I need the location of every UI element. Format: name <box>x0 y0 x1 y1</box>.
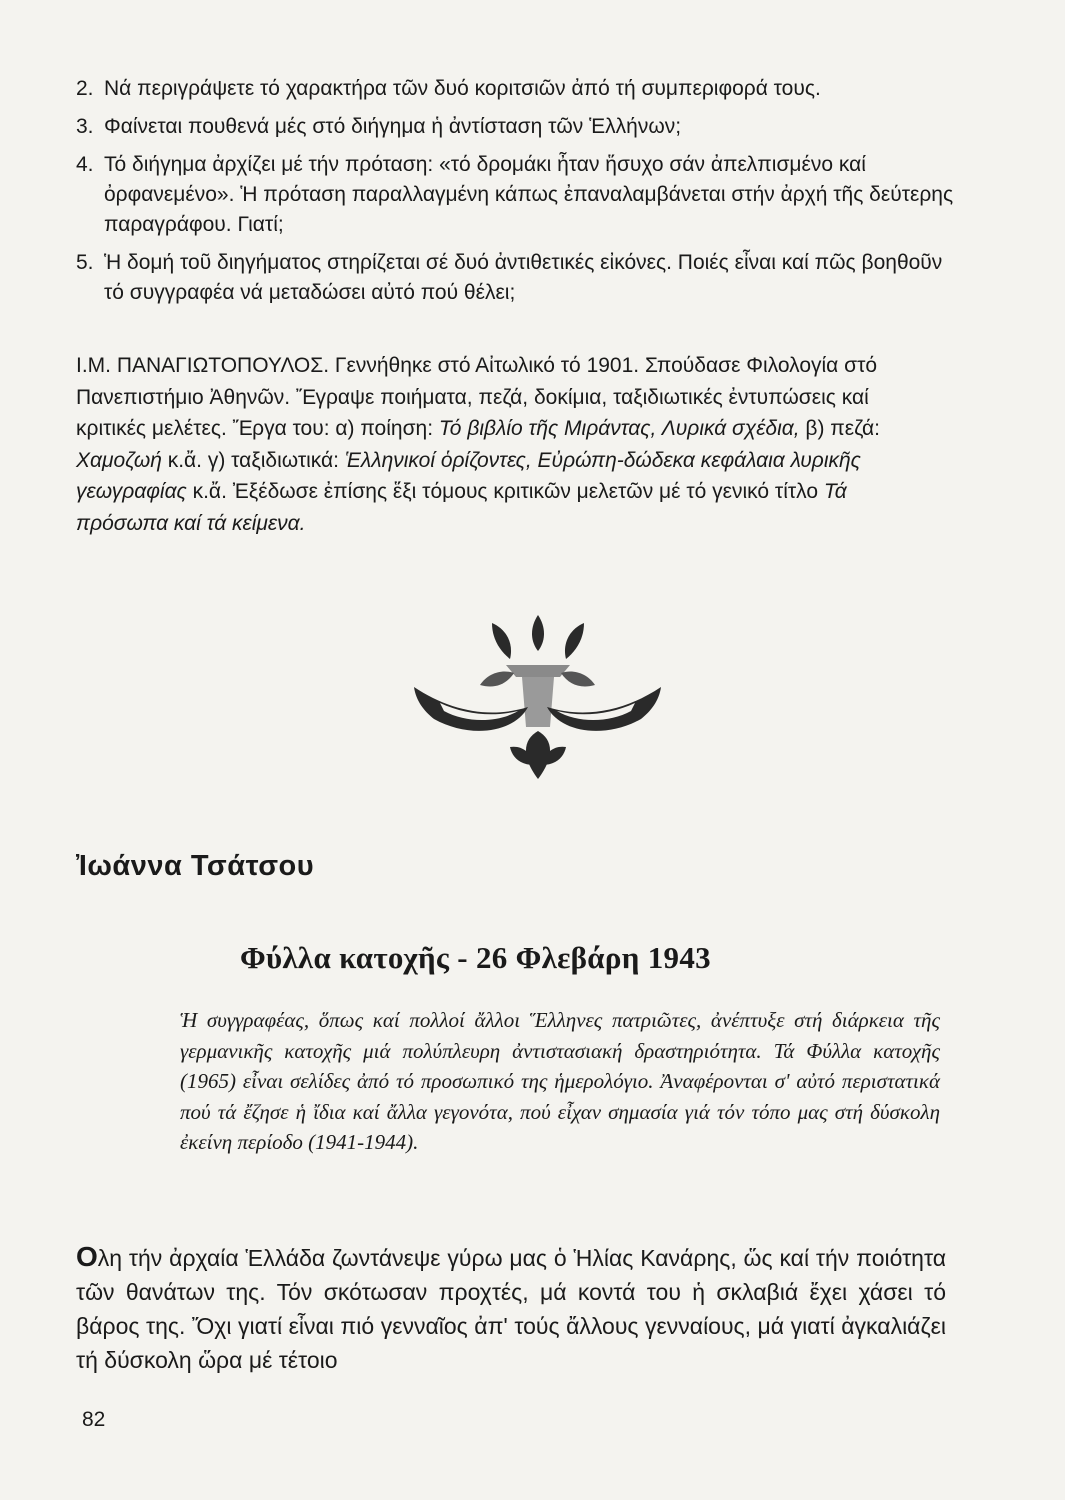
body-paragraph <box>76 1240 946 1377</box>
bio-works-travel: Ἑλληνικοί ὁρίζοντες, Εὐρώπη-δώδεκα κεφάλαια λυρικῆς γεωγραφίας <box>76 448 861 503</box>
intro-paragraph: Ἡ συγγραφέας, ὅπως καί πολλοί ἄλλοι Ἕλληνες πατριῶτες, ἀνέπτυξε στή διάρκεια τῆς γερμανικῆς κατοχῆς μιά πολύπλευρη ἀντιστασιακή δραστηριότητα. Τά Φύλλα κατοχῆς (1965) εἶναι σελίδες ἀπό τό προσωπικό της ἡμερολόγιο. Ἀναφέρονται σ' αὐτό περιστατικά πού τά ἔζησε ἡ ἴδια καί ἄλλα γεγονότα, πού εἶχαν σημασία γιά τόν τόπο μας στή δύσκολη ἐκείνη περίοδο (1941-1944). <box>180 1008 940 1154</box>
question-list <box>76 74 956 316</box>
question-text: Φαίνεται πουθενά μές στό διήγημα ἡ ἀντίσταση τῶν Ἑλλήνων; <box>104 115 682 138</box>
story-title: Φύλλα κατοχῆς - 26 Φλεβάρη 1943 <box>240 940 711 975</box>
question-number: 3. <box>76 115 94 138</box>
question-item <box>76 74 956 104</box>
question-text: Τό διήγημα ἀρχίζει μέ τήν πρόταση: «τό δρομάκι ἦταν ἥσυχο σάν ἀπελπισμένο καί ὀρφανεμένο». Ἡ πρόταση παραλλαγμένη κάπως ἐπαναλαμβάνεται στήν ἀρχή τῆς δεύτερης παραγράφου. Γιατί; <box>104 153 954 236</box>
bio-works-prose: Χαμοζωή <box>76 448 162 472</box>
question-text: Ἡ δομή τοῦ διηγήματος στηρίζεται σέ δυό ἀντιθετικές εἰκόνες. Ποιές εἶναι καί πῶς βοηθοῦν τό συγγραφέα νά μεταδώσει αὐτό πού θέλει; <box>104 251 943 304</box>
question-item <box>76 248 956 308</box>
question-number: 2. <box>76 77 94 100</box>
bio-text: κ.ἄ. γ) ταξιδιωτικά: <box>161 448 345 472</box>
bio-works-criticism: Τά πρόσωπα καί τά κείμενα. <box>76 480 847 535</box>
bio-works-poetry: Τό βιβλίο τῆς Μιράντας, Λυρικά σχέδια, <box>438 417 800 440</box>
page-number: 82 <box>82 1408 106 1431</box>
bio-text: Ι.Μ. ΠΑΝΑΓΙΩΤΟΠΟΥΛΟΣ. Γεννήθηκε στό Αἰτωλικό τό 1901. Σπούδασε Φιλολογία στό Πανεπιστήμιο Ἀθηνῶν. Ἔγραψε ποιήματα, πεζά, δοκίμια, ταξιδιωτικές ἐντυπώσεις καί κριτικές μελέτες. Ἔργα του: α) ποίηση: <box>76 354 878 440</box>
author-bio <box>76 350 941 539</box>
drop-cap: Ο <box>76 1241 98 1272</box>
body-text: λη τήν ἀρχαία Ἑλλάδα ζωντάνεψε γύρω μας ὁ Ἡλίας Κανάρης, ὥς καί τήν ποιότητα τῶν θανάτων της. Τόν σκότωσαν προχτές, μά κοντά του ἡ σκλαβιά ἔχει χάσει τό βάρος της. Ὄχι γιατί εἶναι πιό γενναῖος ἀπ' τούς ἄλλους γενναίους, μά γιατί ἀγκαλιάζει τή δύσκολη ὥρα μέ τέτοιο <box>76 1245 946 1373</box>
bio-text: β) πεζά: <box>799 417 880 440</box>
question-number: 5. <box>76 251 94 274</box>
question-item <box>76 150 956 240</box>
bio-text: κ.ἄ. Ἐξέδωσε ἐπίσης ἕξι τόμους κριτικῶν μελετῶν μέ τό γενικό τίτλο <box>186 480 824 503</box>
question-item <box>76 112 956 142</box>
floral-ornament-icon <box>410 615 665 785</box>
author-name: Ἰωάννα Τσάτσου <box>76 850 315 882</box>
question-text: Νά περιγράψετε τό χαρακτήρα τῶν δυό κοριτσιῶν ἀπό τή συμπεριφορά τους. <box>104 77 821 100</box>
question-number: 4. <box>76 153 94 176</box>
